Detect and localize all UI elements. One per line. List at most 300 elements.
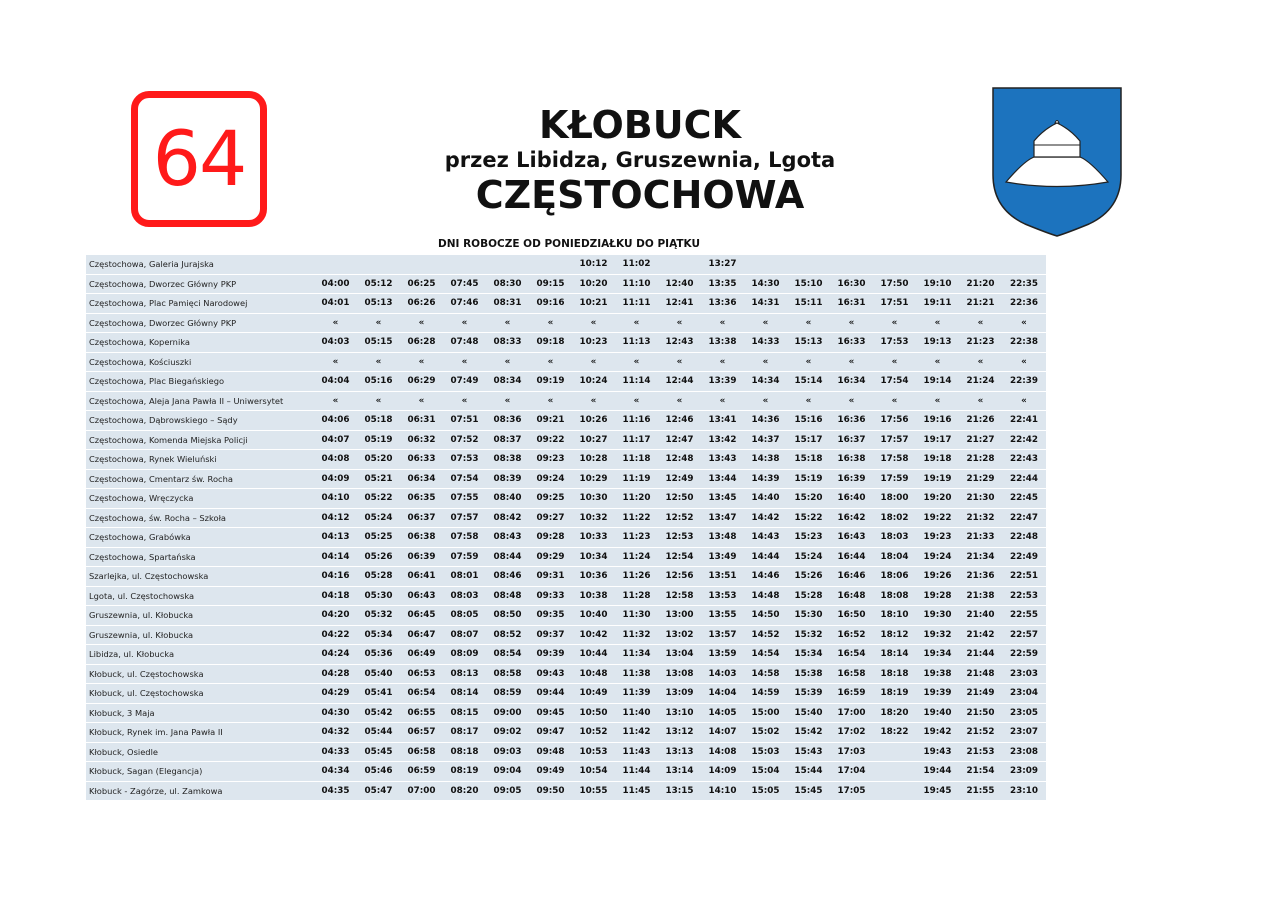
departure-time: 13:14	[658, 762, 701, 782]
departure-time: 11:42	[615, 723, 658, 743]
departure-time: 23:08	[1002, 742, 1046, 762]
departure-time: 15:11	[787, 294, 830, 314]
departure-time: 04:20	[314, 606, 357, 626]
departure-time: 07:53	[443, 450, 486, 470]
departure-time: 14:31	[744, 294, 787, 314]
departure-time: 09:25	[529, 489, 572, 509]
departure-time: 11:45	[615, 781, 658, 801]
departure-time: 08:18	[443, 742, 486, 762]
departure-time: 05:26	[357, 547, 400, 567]
departure-time: 14:09	[701, 762, 744, 782]
departure-time	[830, 255, 873, 274]
departure-time: 18:02	[873, 508, 916, 528]
schedule-days-label: DNI ROBOCZE OD PONIEDZIAŁKU DO PIĄTKU	[438, 238, 701, 250]
departure-time: 09:50	[529, 781, 572, 801]
departure-time: 21:40	[959, 606, 1002, 626]
departure-time: 11:30	[615, 606, 658, 626]
departure-time: 11:34	[615, 645, 658, 665]
departure-time: 08:14	[443, 684, 486, 704]
table-row	[86, 391, 1046, 411]
departure-time: 07:59	[443, 547, 486, 567]
departure-time: 06:26	[400, 294, 443, 314]
departure-time: 19:40	[916, 703, 959, 723]
departure-time: 13:39	[701, 372, 744, 392]
departure-time: 08:37	[486, 430, 529, 450]
departure-time: 09:15	[529, 274, 572, 294]
departure-time: 09:18	[529, 333, 572, 353]
stop-name: Częstochowa, św. Rocha – Szkoła	[86, 508, 314, 528]
departure-time	[916, 255, 959, 274]
departure-time: 17:57	[873, 430, 916, 450]
departure-time: 19:39	[916, 684, 959, 704]
stop-name: Kłobuck, Osiedle	[86, 742, 314, 762]
departure-time: 22:41	[1002, 411, 1046, 431]
departure-time	[873, 255, 916, 274]
departure-time: 08:39	[486, 469, 529, 489]
departure-time: 19:13	[916, 333, 959, 353]
stop-name: Częstochowa, Dworzec Główny PKP	[86, 274, 314, 294]
departure-time: 13:48	[701, 528, 744, 548]
departure-time: «	[701, 352, 744, 372]
departure-time: 13:47	[701, 508, 744, 528]
stop-name: Częstochowa, Wręczycka	[86, 489, 314, 509]
departure-time: 09:47	[529, 723, 572, 743]
departure-time: 17:51	[873, 294, 916, 314]
departure-time: 16:58	[830, 664, 873, 684]
departure-time: 06:58	[400, 742, 443, 762]
departure-time: 22:35	[1002, 274, 1046, 294]
departure-time	[486, 255, 529, 274]
departure-time: «	[744, 313, 787, 333]
departure-time: «	[486, 313, 529, 333]
departure-time: 06:37	[400, 508, 443, 528]
departure-time: «	[529, 391, 572, 411]
departure-time: 04:12	[314, 508, 357, 528]
departure-time: 21:32	[959, 508, 1002, 528]
table-row	[86, 294, 1046, 314]
departure-time: 23:10	[1002, 781, 1046, 801]
departure-time: 10:52	[572, 723, 615, 743]
stop-name: Częstochowa, Spartańska	[86, 547, 314, 567]
departure-time: 05:19	[357, 430, 400, 450]
departure-time: 14:43	[744, 528, 787, 548]
departure-time: 09:33	[529, 586, 572, 606]
departure-time: 22:51	[1002, 567, 1046, 587]
departure-time: 08:05	[443, 606, 486, 626]
departure-time: 09:00	[486, 703, 529, 723]
departure-time: 13:43	[701, 450, 744, 470]
departure-time: 21:30	[959, 489, 1002, 509]
departure-time: 19:45	[916, 781, 959, 801]
departure-time: 09:04	[486, 762, 529, 782]
departure-time: 16:39	[830, 469, 873, 489]
departure-time: 12:47	[658, 430, 701, 450]
departure-time: «	[830, 352, 873, 372]
departure-time: 18:18	[873, 664, 916, 684]
departure-time: 11:39	[615, 684, 658, 704]
departure-time: 15:20	[787, 489, 830, 509]
stop-name: Kłobuck, 3 Maja	[86, 703, 314, 723]
departure-time: 14:07	[701, 723, 744, 743]
departure-time: 22:47	[1002, 508, 1046, 528]
departure-time: 19:17	[916, 430, 959, 450]
stop-name: Gruszewnia, ul. Kłobucka	[86, 625, 314, 645]
departure-time: 05:30	[357, 586, 400, 606]
departure-time	[314, 255, 357, 274]
departure-time: 05:44	[357, 723, 400, 743]
departure-time: 04:22	[314, 625, 357, 645]
departure-time: 09:39	[529, 645, 572, 665]
departure-time: «	[787, 352, 830, 372]
departure-time: 22:45	[1002, 489, 1046, 509]
departure-time: 21:24	[959, 372, 1002, 392]
departure-time: 08:50	[486, 606, 529, 626]
departure-time: «	[486, 352, 529, 372]
departure-time: 12:58	[658, 586, 701, 606]
departure-time: 17:03	[830, 742, 873, 762]
departure-time: 13:59	[701, 645, 744, 665]
departure-time: 06:59	[400, 762, 443, 782]
departure-time: 11:10	[615, 274, 658, 294]
departure-time: 13:00	[658, 606, 701, 626]
table-row	[86, 625, 1046, 645]
departure-time: 08:34	[486, 372, 529, 392]
route-title	[380, 103, 900, 217]
departure-time: 15:23	[787, 528, 830, 548]
table-row	[86, 742, 1046, 762]
departure-time: 10:23	[572, 333, 615, 353]
departure-time: 11:38	[615, 664, 658, 684]
departure-time: 09:37	[529, 625, 572, 645]
departure-time: 07:55	[443, 489, 486, 509]
departure-time: 18:19	[873, 684, 916, 704]
departure-time: 08:13	[443, 664, 486, 684]
departure-time: 21:36	[959, 567, 1002, 587]
departure-time: 21:20	[959, 274, 1002, 294]
departure-time: 07:00	[400, 781, 443, 801]
stop-name: Szarlejka, ul. Częstochowska	[86, 567, 314, 587]
departure-time: 15:39	[787, 684, 830, 704]
departure-time: 08:52	[486, 625, 529, 645]
departure-time: 13:38	[701, 333, 744, 353]
departure-time: 19:23	[916, 528, 959, 548]
departure-time: 16:33	[830, 333, 873, 353]
departure-time: 08:01	[443, 567, 486, 587]
departure-time: 05:32	[357, 606, 400, 626]
departure-time: 14:58	[744, 664, 787, 684]
departure-time: 12:46	[658, 411, 701, 431]
departure-time: 16:30	[830, 274, 873, 294]
departure-time: 05:12	[357, 274, 400, 294]
destination-bottom: CZĘSTOCHOWA	[475, 173, 805, 217]
departure-time: 05:47	[357, 781, 400, 801]
stop-name: Kłobuck, ul. Częstochowska	[86, 684, 314, 704]
departure-time: 05:46	[357, 762, 400, 782]
departure-time: 06:57	[400, 723, 443, 743]
departure-time: 04:13	[314, 528, 357, 548]
stop-name: Częstochowa, Cmentarz św. Rocha	[86, 469, 314, 489]
departure-time: 16:36	[830, 411, 873, 431]
departure-time: 11:02	[615, 255, 658, 274]
departure-time: 09:31	[529, 567, 572, 587]
departure-time: 09:24	[529, 469, 572, 489]
departure-time: 14:54	[744, 645, 787, 665]
departure-time: 18:22	[873, 723, 916, 743]
departure-time: 09:19	[529, 372, 572, 392]
departure-time: 15:17	[787, 430, 830, 450]
departure-time: 19:26	[916, 567, 959, 587]
departure-time: 05:28	[357, 567, 400, 587]
departure-time: 14:42	[744, 508, 787, 528]
table-row	[86, 528, 1046, 548]
departure-time: 04:03	[314, 333, 357, 353]
departure-time: 05:40	[357, 664, 400, 684]
timetable-body	[86, 255, 1046, 801]
stop-name: Kłobuck, Rynek im. Jana Pawła II	[86, 723, 314, 743]
departure-time: 21:23	[959, 333, 1002, 353]
departure-time: 13:57	[701, 625, 744, 645]
stop-name: Częstochowa, Grabówka	[86, 528, 314, 548]
departure-time: 15:40	[787, 703, 830, 723]
departure-time: «	[959, 352, 1002, 372]
departure-time: 17:54	[873, 372, 916, 392]
departure-time: 06:41	[400, 567, 443, 587]
departure-time: 13:04	[658, 645, 701, 665]
departure-time: 05:20	[357, 450, 400, 470]
departure-time: 04:01	[314, 294, 357, 314]
departure-time: 15:19	[787, 469, 830, 489]
departure-time: 10:38	[572, 586, 615, 606]
departure-time: 14:05	[701, 703, 744, 723]
departure-time: «	[658, 352, 701, 372]
departure-time: «	[357, 313, 400, 333]
departure-time: 05:25	[357, 528, 400, 548]
departure-time: 21:33	[959, 528, 1002, 548]
departure-time: 15:42	[787, 723, 830, 743]
departure-time: 18:04	[873, 547, 916, 567]
departure-time: 21:48	[959, 664, 1002, 684]
table-row	[86, 274, 1046, 294]
departure-time: 22:43	[1002, 450, 1046, 470]
departure-time: 06:38	[400, 528, 443, 548]
departure-time: 15:13	[787, 333, 830, 353]
departure-time: 04:16	[314, 567, 357, 587]
departure-time: 14:39	[744, 469, 787, 489]
departure-time: 21:38	[959, 586, 1002, 606]
stop-name: Gruszewnia, ul. Kłobucka	[86, 606, 314, 626]
departure-time	[658, 255, 701, 274]
departure-time: 08:44	[486, 547, 529, 567]
departure-time: 13:09	[658, 684, 701, 704]
departure-time: 08:36	[486, 411, 529, 431]
departure-time: 16:44	[830, 547, 873, 567]
stop-name: Częstochowa, Plac Pamięci Narodowej	[86, 294, 314, 314]
departure-time: 21:42	[959, 625, 1002, 645]
departure-time: 05:34	[357, 625, 400, 645]
departure-time: 21:21	[959, 294, 1002, 314]
stop-name: Częstochowa, Kościuszki	[86, 352, 314, 372]
departure-time: 06:47	[400, 625, 443, 645]
departure-time: 21:34	[959, 547, 1002, 567]
departure-time: 22:49	[1002, 547, 1046, 567]
departure-time: 17:53	[873, 333, 916, 353]
departure-time: 10:30	[572, 489, 615, 509]
departure-time: 04:28	[314, 664, 357, 684]
departure-time: 04:29	[314, 684, 357, 704]
departure-time: 10:48	[572, 664, 615, 684]
departure-time: 07:57	[443, 508, 486, 528]
departure-time: 17:05	[830, 781, 873, 801]
departure-time: 08:17	[443, 723, 486, 743]
departure-time: 09:44	[529, 684, 572, 704]
departure-time: «	[658, 391, 701, 411]
departure-time: 17:00	[830, 703, 873, 723]
departure-time: 19:10	[916, 274, 959, 294]
departure-time: 15:34	[787, 645, 830, 665]
departure-time: 22:55	[1002, 606, 1046, 626]
departure-time: 05:42	[357, 703, 400, 723]
departure-time: 11:18	[615, 450, 658, 470]
table-row	[86, 489, 1046, 509]
departure-time: 04:34	[314, 762, 357, 782]
departure-time: 06:45	[400, 606, 443, 626]
departure-time: 22:42	[1002, 430, 1046, 450]
departure-time: 04:06	[314, 411, 357, 431]
departure-time: 19:20	[916, 489, 959, 509]
departure-time	[873, 742, 916, 762]
departure-time: 08:59	[486, 684, 529, 704]
departure-time: 09:22	[529, 430, 572, 450]
departure-time: 07:51	[443, 411, 486, 431]
table-row	[86, 508, 1046, 528]
departure-time	[443, 255, 486, 274]
departure-time: 11:13	[615, 333, 658, 353]
departure-time: 23:09	[1002, 762, 1046, 782]
departure-time: 15:18	[787, 450, 830, 470]
departure-time: 17:56	[873, 411, 916, 431]
departure-time: «	[529, 313, 572, 333]
departure-time: 10:42	[572, 625, 615, 645]
departure-time: «	[486, 391, 529, 411]
departure-time: «	[1002, 313, 1046, 333]
departure-time: 19:32	[916, 625, 959, 645]
departure-time: 04:33	[314, 742, 357, 762]
departure-time: 19:34	[916, 645, 959, 665]
departure-time	[873, 762, 916, 782]
departure-time: 10:12	[572, 255, 615, 274]
departure-time: 08:20	[443, 781, 486, 801]
departure-time: 19:18	[916, 450, 959, 470]
departure-time: 23:04	[1002, 684, 1046, 704]
departure-time: 13:49	[701, 547, 744, 567]
departure-time: 18:08	[873, 586, 916, 606]
departure-time: 14:33	[744, 333, 787, 353]
departure-time: «	[572, 352, 615, 372]
departure-time: 16:46	[830, 567, 873, 587]
departure-time: 10:55	[572, 781, 615, 801]
departure-time: 16:48	[830, 586, 873, 606]
departure-time: 14:59	[744, 684, 787, 704]
departure-time	[873, 781, 916, 801]
departure-time: 11:26	[615, 567, 658, 587]
departure-time: «	[400, 313, 443, 333]
departure-time: 13:44	[701, 469, 744, 489]
table-row	[86, 313, 1046, 333]
departure-time: 11:32	[615, 625, 658, 645]
departure-time: 18:12	[873, 625, 916, 645]
departure-time: 04:04	[314, 372, 357, 392]
departure-time: 12:48	[658, 450, 701, 470]
table-row	[86, 372, 1046, 392]
departure-time: 19:19	[916, 469, 959, 489]
departure-time: 04:32	[314, 723, 357, 743]
departure-time: 08:42	[486, 508, 529, 528]
departure-time: 05:22	[357, 489, 400, 509]
departure-time: 10:40	[572, 606, 615, 626]
departure-time: 05:15	[357, 333, 400, 353]
departure-time: 09:05	[486, 781, 529, 801]
departure-time: 16:40	[830, 489, 873, 509]
departure-time: 21:28	[959, 450, 1002, 470]
departure-time: 19:28	[916, 586, 959, 606]
departure-time: 15:44	[787, 762, 830, 782]
departure-time: 07:45	[443, 274, 486, 294]
departure-time: 14:46	[744, 567, 787, 587]
departure-time: 09:28	[529, 528, 572, 548]
departure-time: 05:18	[357, 411, 400, 431]
departure-time: 17:02	[830, 723, 873, 743]
departure-time: 09:45	[529, 703, 572, 723]
table-row	[86, 703, 1046, 723]
departure-time: 15:14	[787, 372, 830, 392]
departure-time: 04:10	[314, 489, 357, 509]
departure-time: 08:15	[443, 703, 486, 723]
departure-time: 22:44	[1002, 469, 1046, 489]
departure-time: 19:16	[916, 411, 959, 431]
departure-time: 15:04	[744, 762, 787, 782]
departure-time: 12:52	[658, 508, 701, 528]
departure-time: 12:53	[658, 528, 701, 548]
departure-time: 11:11	[615, 294, 658, 314]
departure-time: 06:54	[400, 684, 443, 704]
departure-time: 08:07	[443, 625, 486, 645]
departure-time: «	[572, 391, 615, 411]
departure-time: 09:02	[486, 723, 529, 743]
departure-time: 16:50	[830, 606, 873, 626]
departure-time: «	[1002, 391, 1046, 411]
table-row	[86, 762, 1046, 782]
departure-time: 06:53	[400, 664, 443, 684]
departure-time: «	[443, 313, 486, 333]
departure-time: 13:35	[701, 274, 744, 294]
table-row	[86, 606, 1046, 626]
departure-time: 13:10	[658, 703, 701, 723]
departure-time: 15:02	[744, 723, 787, 743]
departure-time: 16:43	[830, 528, 873, 548]
departure-time: «	[615, 352, 658, 372]
departure-time: 14:03	[701, 664, 744, 684]
table-row	[86, 547, 1046, 567]
departure-time: 13:15	[658, 781, 701, 801]
departure-time: 12:44	[658, 372, 701, 392]
departure-time: 14:04	[701, 684, 744, 704]
departure-time: 10:54	[572, 762, 615, 782]
departure-time: 15:38	[787, 664, 830, 684]
departure-time: 15:45	[787, 781, 830, 801]
departure-time: 17:04	[830, 762, 873, 782]
departure-time: 14:37	[744, 430, 787, 450]
departure-time: 07:48	[443, 333, 486, 353]
